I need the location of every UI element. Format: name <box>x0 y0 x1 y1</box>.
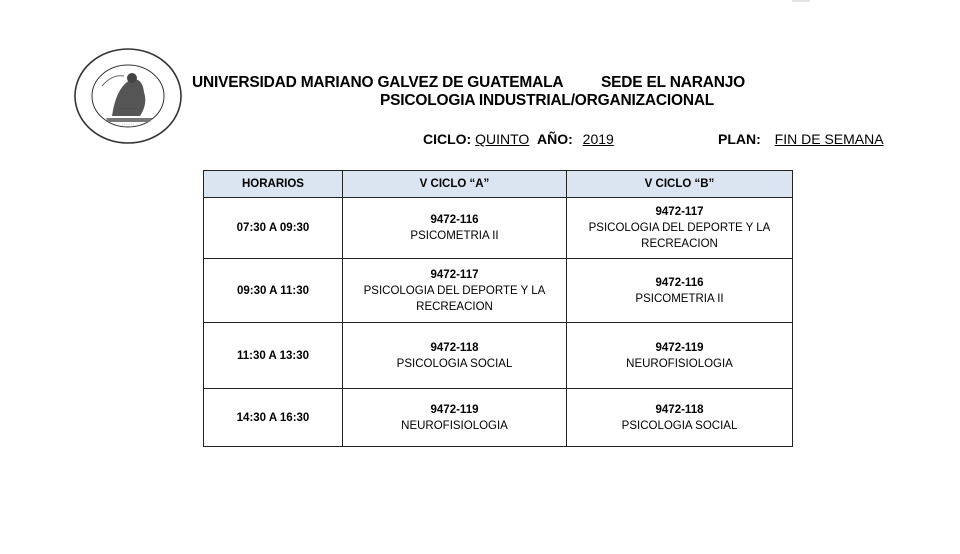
table-row <box>204 259 793 323</box>
course-cell-b <box>567 389 793 447</box>
ciclo-field <box>423 131 529 147</box>
course-code: 9472-116 <box>655 276 704 289</box>
course-name: PSICOLOGIA DEL DEPORTE Y LA RECREACION <box>363 284 546 313</box>
course-code: 9472-118 <box>430 341 479 354</box>
svg-text:· · · · · ·: · · · · · · <box>121 123 135 127</box>
university-title: UNIVERSIDAD MARIANO GALVEZ DE GUATEMALA <box>192 74 564 91</box>
table-row <box>204 389 793 447</box>
plan-label: PLAN: <box>718 131 761 147</box>
plan-field <box>718 131 884 147</box>
time-cell: 07:30 A 09:30 <box>204 198 343 259</box>
course-code: 9472-119 <box>430 403 479 416</box>
course-name: PSICOMETRIA II <box>410 230 499 242</box>
course-code: 9472-118 <box>655 403 704 416</box>
header-ciclo-a: V CICLO “A” <box>343 171 567 198</box>
course-code: 9472-117 <box>655 206 704 218</box>
plan-value: FIN DE SEMANA <box>774 131 884 147</box>
ciclo-value: QUINTO <box>475 131 530 147</box>
course-cell-b <box>567 259 793 323</box>
course-name: PSICOLOGIA SOCIAL <box>396 357 513 370</box>
course-cell-b <box>567 323 793 389</box>
top-edge-line <box>792 0 810 2</box>
course-cell-a <box>343 323 567 389</box>
course-name: NEUROFISIOLOGIA <box>626 357 733 370</box>
course-name: NEUROFISIOLOGIA <box>401 419 508 432</box>
time-cell: 14:30 A 16:30 <box>204 389 343 447</box>
time-cell: 11:30 A 13:30 <box>204 323 343 389</box>
anio-field <box>537 131 614 147</box>
schedule-table <box>203 170 793 447</box>
table-row <box>204 198 793 259</box>
anio-label: AÑO: <box>537 131 573 147</box>
university-seal-icon <box>72 46 184 146</box>
ciclo-label: CICLO: <box>423 131 472 147</box>
table-header-row <box>204 171 793 198</box>
header-horarios: HORARIOS <box>204 171 343 198</box>
course-cell-a <box>343 259 567 323</box>
course-code: 9472-116 <box>430 214 479 226</box>
course-code: 9472-119 <box>655 341 704 354</box>
program-title: PSICOLOGIA INDUSTRIAL/ORGANIZACIONAL <box>380 92 715 109</box>
course-cell-a <box>343 198 567 259</box>
course-cell-a <box>343 389 567 447</box>
course-name: PSICOLOGIA SOCIAL <box>621 419 738 432</box>
course-name: PSICOMETRIA II <box>635 292 724 305</box>
campus-title: SEDE EL NARANJO <box>601 74 745 91</box>
course-code: 9472-117 <box>430 268 479 281</box>
course-name: PSICOLOGIA DEL DEPORTE Y LA RECREACION <box>588 222 771 250</box>
table-row <box>204 323 793 389</box>
header-ciclo-b: V CICLO “B” <box>567 171 793 198</box>
time-cell: 09:30 A 11:30 <box>204 259 343 323</box>
svg-text:· · · · · · ·: · · · · · · · <box>119 106 137 111</box>
anio-value: 2019 <box>582 131 614 147</box>
course-cell-b <box>567 198 793 259</box>
